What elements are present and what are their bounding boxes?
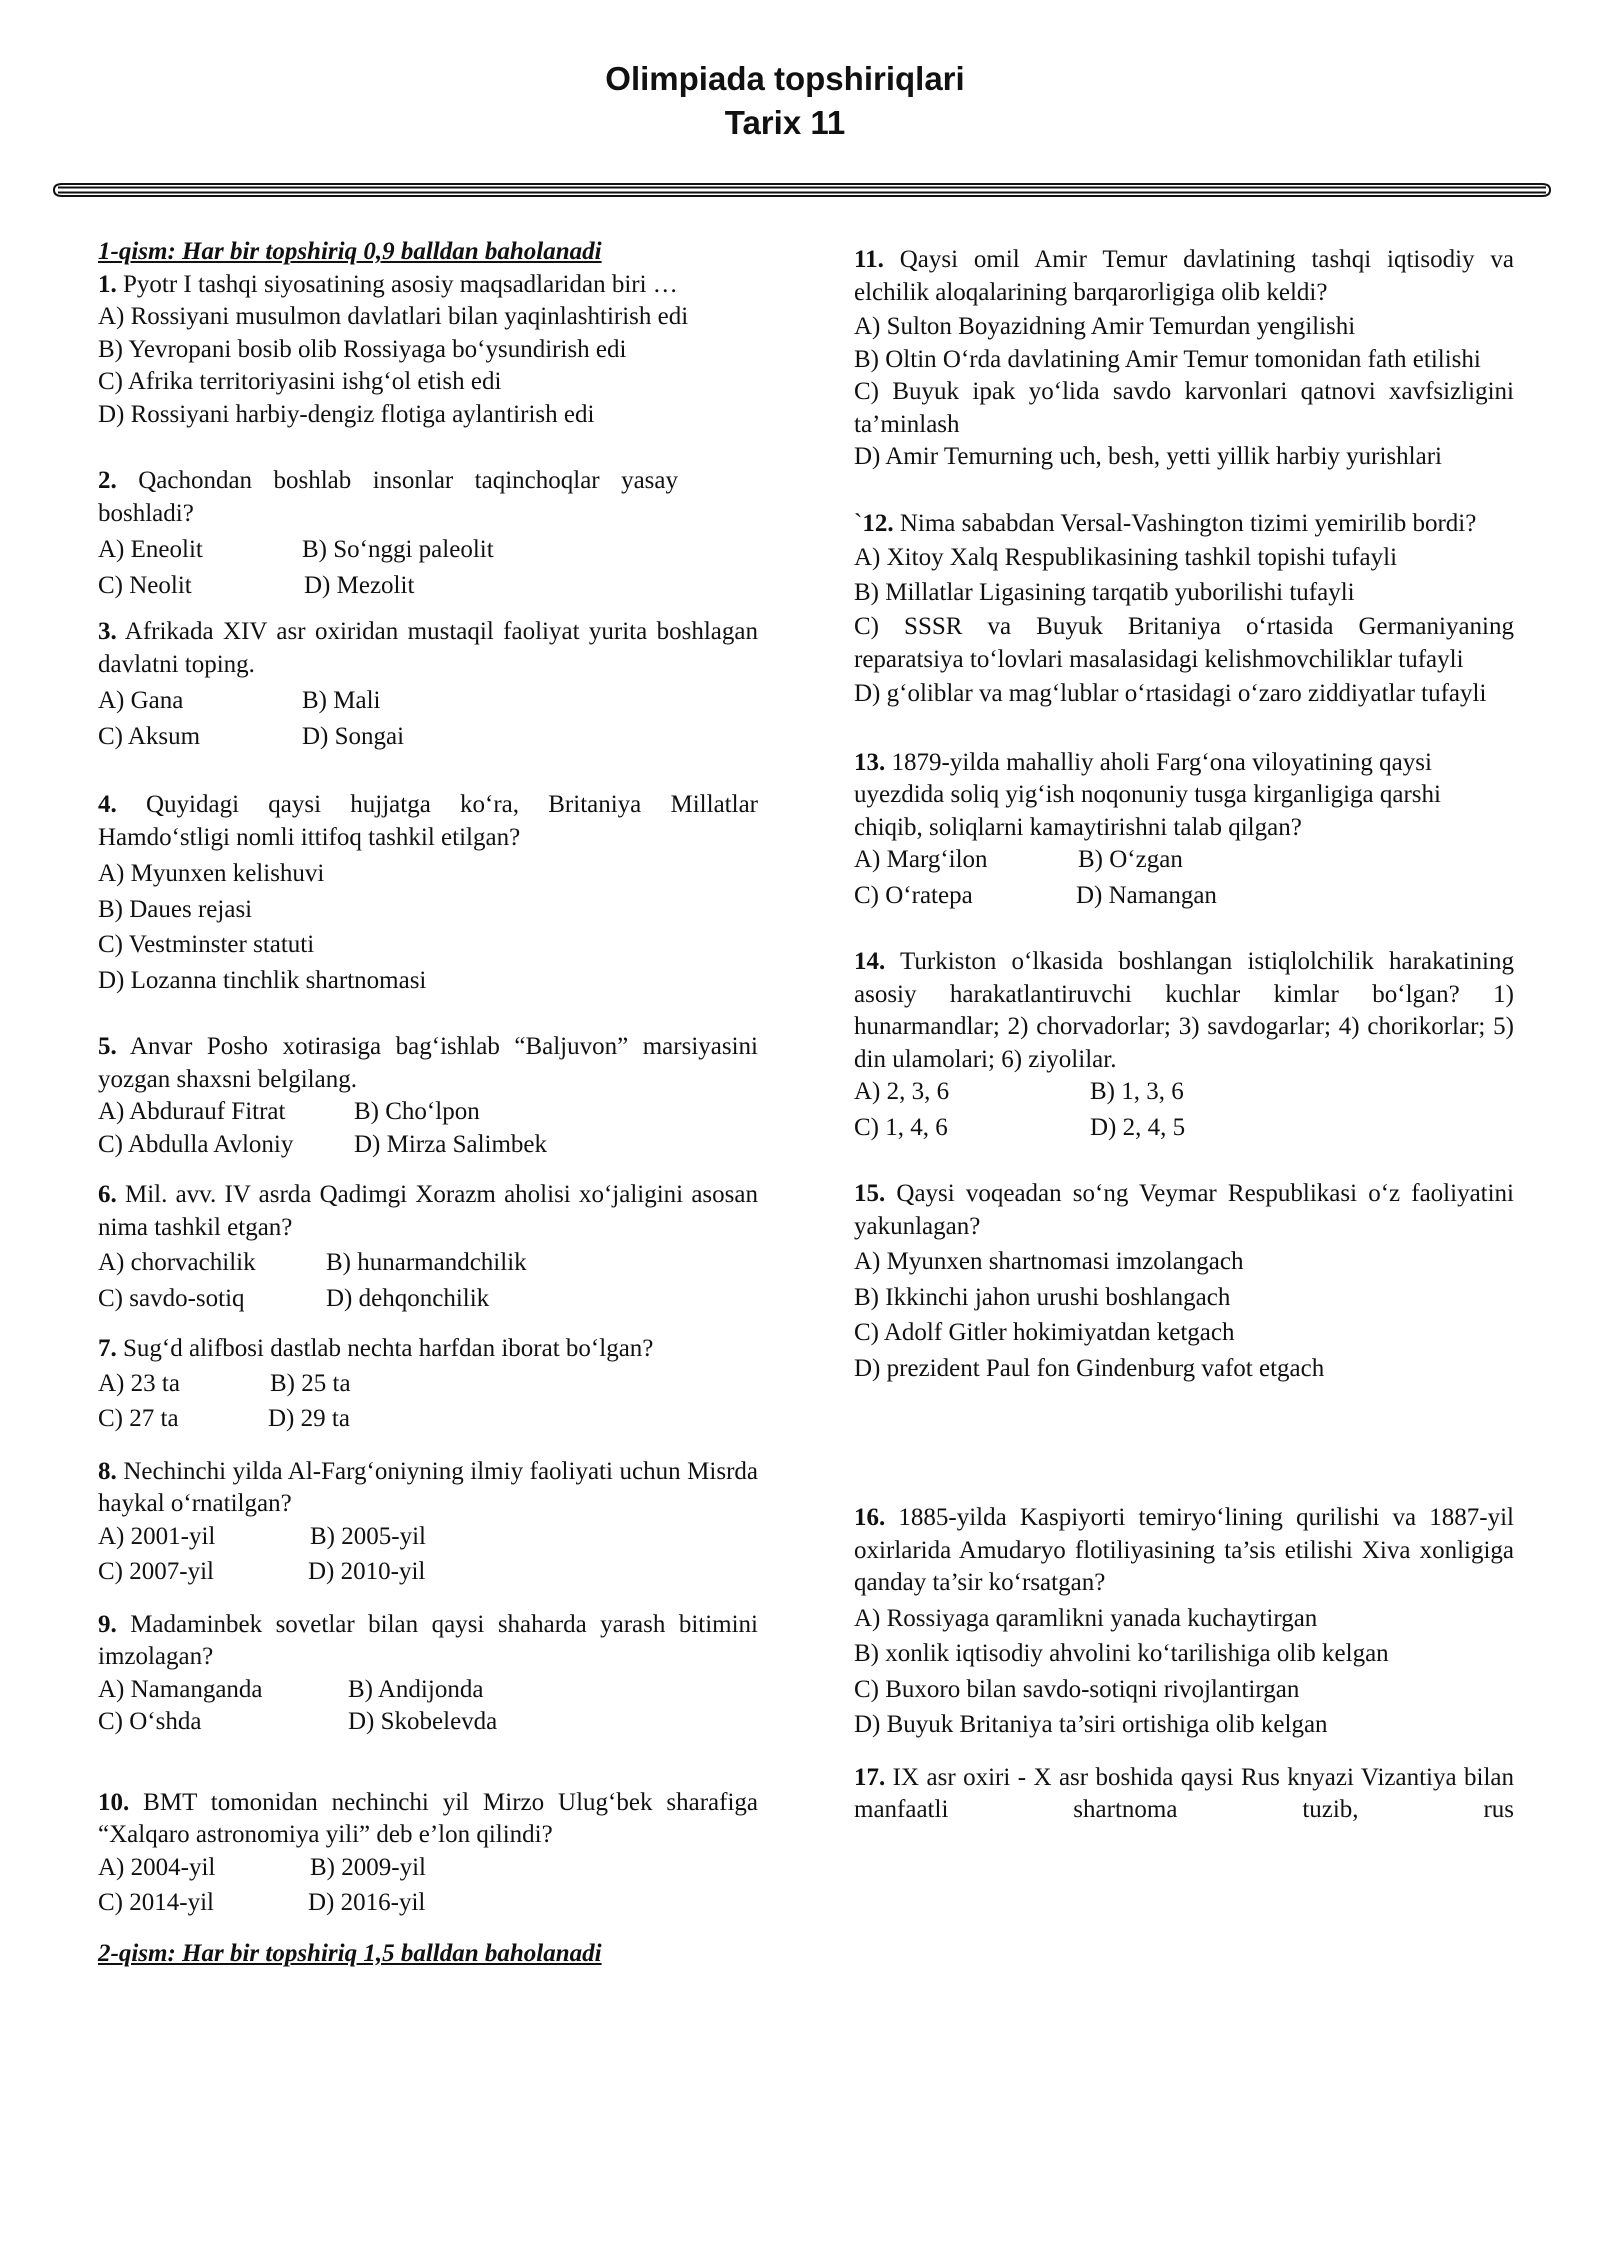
option-b: B) 2005-yil [310, 1522, 426, 1550]
question-number: 8. [98, 1457, 117, 1485]
option-a: A) Namanganda [98, 1675, 263, 1703]
option-c: C) 2007-yil [98, 1558, 214, 1585]
option-b: B) So‘nggi paleolit [302, 536, 494, 563]
part-2-heading: 2-qism: Har bir topshiriq 1,5 balldan baholanadi [98, 1939, 602, 1967]
option-d: D) g‘oliblar va mag‘lublar o‘rtasidagi o‘zaro ziddiyatlar tufayli [854, 680, 1487, 707]
option-c: C) Aksum [98, 722, 201, 750]
option-b: B) Mali [302, 687, 381, 714]
option-a: A) Rossiyaga qaramlikni yanada kuchaytirgan [854, 1604, 1318, 1632]
question-number: 17. [854, 1763, 886, 1791]
question-text: Pyotr I tashqi siyosatining asosiy maqsadlaridan biri … [116, 270, 678, 298]
option-c: C) Afrika territoriyasini ishg‘ol etish edi [98, 368, 502, 395]
option-d: D) 2016-yil [308, 1889, 426, 1916]
question-number: 11. [854, 246, 884, 273]
option-b: B) Millatlar Ligasining tarqatib yuborilishi tufayli [854, 578, 1355, 606]
option-c: C) 27 ta [98, 1405, 179, 1432]
part-1-heading: 1-qism: Har bir topshiriq 0,9 balldan baholanadi [98, 238, 602, 265]
question-14 [854, 946, 1514, 1144]
option-d: D) Amir Temurning uch, besh, yetti yillik harbiy yurishlari [854, 443, 1442, 470]
option-a: A) Myunxen kelishuvi [98, 860, 325, 887]
question-number: 15. [854, 1180, 886, 1207]
question-text: Madaminbek sovetlar bilan qaysi shaharda yarash bitimini imzolagan? [98, 1610, 758, 1670]
option-d: D) Mezolit [304, 571, 415, 599]
option-a: A) 2004-yil [98, 1853, 216, 1881]
option-a: A) Rossiyani musulmon davlatlari bilan yaqinlashtirish edi [98, 303, 689, 330]
question-7 [98, 1333, 758, 1436]
option-d: D) dehqonchilik [326, 1284, 490, 1312]
option-a: A) chorvachilik [98, 1249, 256, 1276]
option-a: A) 2001-yil [98, 1522, 216, 1550]
option-d: D) Rossiyani harbiy-dengiz flotiga aylantirish edi [98, 400, 595, 428]
option-b: B) Cho‘lpon [354, 1098, 480, 1125]
question-15 [854, 1178, 1514, 1385]
option-c: C) SSSR va Buyuk Britaniya o‘rtasida Germaniyaning reparatsiya to‘lovlari masalasidagi kelishmovchiliklar tufayli [854, 613, 1514, 673]
question-text: 1885-yilda Kaspiyorti temiryo‘lining qurilishi va 1887-yil oxirlarida Amudaryo flotiliyasining ta’sis etilishi Xiva xonligiga qanday ta’sir ko‘rsatgan? [854, 1504, 1514, 1596]
option-c: C) Buxoro bilan savdo-sotiqni rivojlantirgan [854, 1675, 1300, 1703]
option-c: C) 2014-yil [98, 1889, 214, 1916]
question-10 [98, 1787, 758, 1920]
option-a: A) Xitoy Xalq Respublikasining tashkil topishi tufayli [854, 544, 1398, 571]
option-b: B) Yevropani bosib olib Rossiyaga bo‘ysundirish edi [98, 335, 627, 363]
question-number: 3. [98, 618, 117, 645]
option-a: A) 23 ta [98, 1369, 180, 1397]
question-text: Qaysi omil Amir Temur davlatining tashqi iqtisodiy va elchilik aloqalarining barqarorligiga olib keldi? [854, 246, 1514, 306]
question-3 [98, 616, 758, 753]
option-c: C) O‘shda [98, 1708, 202, 1735]
question-8 [98, 1456, 758, 1589]
question-13 [854, 747, 1514, 913]
question-4 [98, 789, 758, 997]
option-c: C) Vestminster statuti [98, 931, 315, 958]
option-c: C) O‘ratepa [854, 881, 973, 909]
question-text: Turkiston o‘lkasida boshlangan istiqlolchilik harakatining asosiy harakatlantiruvchi kuchlar kimlar bo‘lgan? 1) hunarmandlar; 2) chorvadorlar; 3) savdogarlar; 4) chorikorlar; 5) din ulamolari; 6) ziyolilar. [854, 948, 1514, 1073]
question-number: 13. [854, 748, 886, 776]
option-c: C) Adolf Gitler hokimiyatdan ketgach [854, 1319, 1235, 1346]
option-d: D) Buyuk Britaniya ta’siri ortishiga olib kelgan [854, 1711, 1328, 1738]
question-text: Nima sababdan Versal-Vashington tizimi yemirilib bordi? [893, 509, 1477, 537]
question-prefix: ` [854, 509, 863, 537]
question-text: 1879-yilda mahalliy aholi Farg‘ona viloyatining qaysi uyezdida soliq yig‘ish noqonuniy tusga kirganligiga qarshi chiqib, soliqlarni kamaytirishni talab qilgan? [854, 748, 1441, 841]
question-number: 1. [98, 270, 117, 298]
option-b: B) hunarmandchilik [326, 1249, 527, 1276]
question-number: 4. [98, 791, 117, 818]
option-c: C) Abdulla Avloniy [98, 1130, 294, 1158]
option-d: D) Mirza Salimbek [354, 1130, 548, 1158]
option-c: C) Buyuk ipak yo‘lida savdo karvonlari qatnovi xavfsizligini ta’minlash [854, 378, 1514, 438]
option-d: D) 2010-yil [308, 1558, 426, 1585]
question-text: IX asr oxiri - X asr boshida qaysi Rus knyazi Vizantiya bilan manfaatli shartnoma tuzib, rus [854, 1763, 1514, 1823]
option-d: D) 2, 4, 5 [1090, 1113, 1186, 1141]
option-d: D) Lozanna tinchlik shartnomasi [98, 966, 427, 994]
question-2 [98, 465, 758, 602]
option-b: B) xonlik iqtisodiy ahvolini ko‘tarilishiga olib kelgan [854, 1640, 1389, 1667]
option-a: A) Myunxen shartnomasi imzolangach [854, 1248, 1244, 1275]
option-c: C) savdo-sotiq [98, 1284, 245, 1312]
question-number: 12. [862, 509, 894, 537]
question-text: Quyidagi qaysi hujjatga ko‘ra, Britaniya Millatlar Hamdo‘stligi nomli ittifoq tashkil etilgan? [98, 791, 758, 851]
question-text: Nechinchi yilda Al-Farg‘oniyning ilmiy faoliyati uchun Misrda haykal o‘rnatilgan? [98, 1457, 758, 1517]
question-number: 10. [98, 1788, 130, 1816]
question-text: BMT tomonidan nechinchi yil Mirzo Ulug‘bek sharafiga “Xalqaro astronomiya yili” deb e’lon qilindi? [98, 1788, 758, 1848]
question-16 [854, 1502, 1514, 1742]
question-number: 2. [98, 467, 117, 494]
question-text: Afrikada XIV asr oxiridan mustaqil faoliyat yurita boshlagan davlatni toping. [98, 618, 758, 678]
question-11 [854, 244, 1514, 474]
question-5 [98, 1031, 758, 1161]
option-b: B) Daues rejasi [98, 895, 253, 923]
option-d: D) Namangan [1076, 881, 1217, 909]
question-number: 5. [98, 1033, 117, 1060]
option-d: D) 29 ta [268, 1405, 350, 1432]
page-header [0, 58, 1600, 146]
page-subtitle: Tarix 11 [724, 104, 846, 141]
question-text: Qaysi voqeadan so‘ng Veymar Respublikasi o‘z faoliyatini yakunlagan? [854, 1180, 1514, 1240]
question-9 [98, 1609, 758, 1739]
option-b: B) Andijonda [348, 1675, 484, 1703]
page-title: Olimpiada topshiriqlari [605, 60, 965, 97]
question-number: 6. [98, 1181, 117, 1208]
question-text: Mil. avv. IV asrda Qadimgi Xorazm aholisi xo‘jaligini asosan nima tashkil etgan? [98, 1181, 758, 1241]
option-a: A) Gana [98, 687, 184, 714]
question-12 [854, 508, 1514, 711]
option-b: B) 25 ta [270, 1369, 351, 1397]
option-d: D) prezident Paul fon Gindenburg vafot etgach [854, 1354, 1325, 1382]
question-17 [854, 1762, 1514, 1827]
option-a: A) Eneolit [98, 536, 203, 563]
option-b: B) Oltin O‘rda davlatining Amir Temur tomonidan fath etilishi [854, 345, 1481, 373]
option-a: A) 2, 3, 6 [854, 1078, 950, 1105]
question-text: Sug‘d alifbosi dastlab nechta harfdan iborat bo‘lgan? [116, 1335, 654, 1362]
option-a: A) Abdurauf Fitrat [98, 1098, 286, 1125]
option-a: A) Sulton Boyazidning Amir Temurdan yengilishi [854, 313, 1356, 340]
option-b: B) O‘zgan [1078, 846, 1183, 873]
left-column [98, 236, 758, 1970]
question-1 [98, 269, 758, 432]
question-text: Anvar Posho xotirasiga bag‘ishlab “Baljuvon” marsiyasini yozgan shaxsni belgilang. [98, 1033, 758, 1093]
question-number: 9. [98, 1610, 117, 1638]
question-number: 16. [854, 1504, 886, 1531]
question-number: 14. [854, 948, 886, 975]
option-b: B) 2009-yil [310, 1853, 426, 1881]
question-text: Qachondan boshlab insonlar taqinchoqlar yasay boshladi? [98, 467, 678, 527]
option-d: D) Songai [302, 722, 405, 750]
question-6 [98, 1179, 758, 1315]
option-b: B) 1, 3, 6 [1090, 1078, 1184, 1105]
header-divider [48, 183, 1556, 197]
option-a: A) Marg‘ilon [854, 846, 988, 873]
right-column [854, 244, 1514, 1827]
option-d: D) Skobelevda [348, 1708, 498, 1735]
question-number: 7. [98, 1335, 117, 1362]
option-c: C) Neolit [98, 571, 192, 599]
option-b: B) Ikkinchi jahon urushi boshlangach [854, 1283, 1231, 1311]
option-c: C) 1, 4, 6 [854, 1113, 948, 1141]
